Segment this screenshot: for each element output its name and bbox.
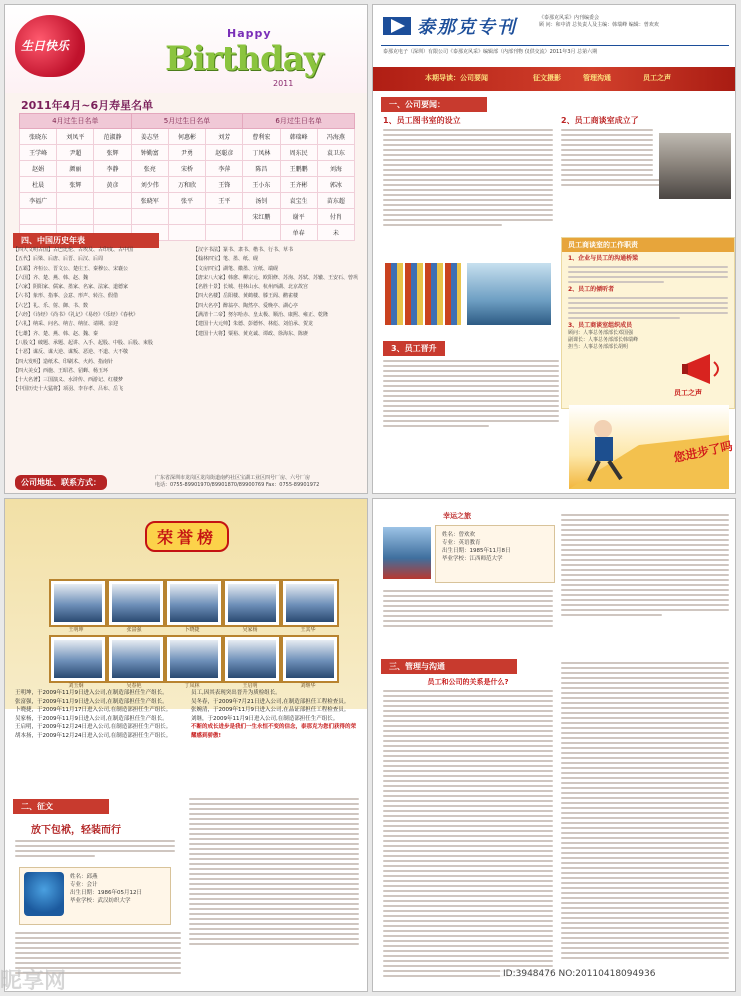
birthday-table-row [20,209,355,225]
address-line: 广东省深圳市龙岗区龙岗街道南约社区宝湖工业区四号厂房、六号厂房 [155,475,311,481]
honor-name-label: 吴春艳 [126,683,142,689]
consult-room-duties-box [561,237,735,409]
issue-guide-bar [373,67,736,91]
history-entry: 【六家】阴阳家、儒家、墨家、名家、法家、道德家 [13,284,129,291]
birthday-name-cell [94,209,131,225]
editor-list: 顾 问：和中清 总负责人及主编：韩瑞峰 编辑：曾欢欢 [539,22,659,28]
birthday-name-cell: 刘少伟 [131,177,168,193]
author-birth: 出生日期：1985年11月8日 [442,548,511,554]
management-body-left [383,677,553,980]
happy-text: Happy [227,27,272,40]
honor-photo [54,584,102,622]
birthday-name-cell: 张辉 [57,177,94,193]
duty-item: 2、员工的倾听者 [568,286,615,293]
member-line: 顾问：人事总务部部长邓国强 [568,330,634,336]
honor-photo [170,584,218,622]
essay-title: 放下包袱，轻装而行 [31,825,121,836]
birthday-name-cell: 王小东 [243,177,280,193]
honor-photo [112,584,160,622]
honor-name-label: 王其华 [300,627,316,633]
birthday-name-cell: 曹利宏 [243,129,280,145]
history-right-column [193,247,363,340]
june-header: 6月过生日名单 [243,114,355,129]
page-honor-roll [4,498,368,992]
birthday-name-cell: 丁凤林 [243,145,280,161]
may-header: 5月过生日名单 [131,114,243,129]
birthday-name-cell [206,225,243,241]
member-line: 副课长：人事总务部部长韩瑞峰 [568,337,639,343]
honor-name-label: 刘玉炯 [68,683,84,689]
article-title: 2、员工商谈室成立了 [561,116,639,125]
management-body-right [561,659,729,962]
history-entry: 【六艺】礼、乐、射、御、书、数 [13,302,89,309]
birthday-name-cell: 刘海 [317,161,354,177]
honor-photo-frame [107,635,165,683]
birthday-name-cell: 袁宝生 [280,193,317,209]
guide-item: 本期导读：公司要闻 [425,74,488,82]
history-entry: 【五霸】齐桓公、晋文公、楚庄王、秦穆公、宋襄公 [13,265,129,272]
page-birthday-history [4,4,368,494]
birthday-name-cell: 王学峰 [20,145,57,161]
history-entry: 【十大名著】三国演义、水浒传、西游记、红楼梦 [13,377,124,384]
birthday-name-cell: 未 [317,225,354,241]
honor-roll-title: 荣誉榜 [145,521,229,552]
birthday-name-cell: 张辉 [94,145,131,161]
history-entry: 【四大美女】西施、王昭君、貂蝉、杨玉环 [13,367,109,374]
birthday-name-cell: 黄彦 [94,177,131,193]
honor-line: 吴家杨，于2009年11月9日进入公司,在制造部担任生产组长。 [15,715,168,722]
birthday-name-cell: 苗东超 [317,193,354,209]
duty-item: 3、员工商谈室组织成员 [568,322,633,329]
honor-line: 张富强，于2009年11月9日进入公司,在制造部担任生产组长。 [15,698,168,705]
history-entry: 【七雄】齐、楚、燕、韩、赵、魏、秦 [13,330,99,337]
library-staff-photo [467,263,551,325]
birthday-name-cell [168,225,205,241]
contact-line: 电话：0755-89901970/89901870/89900769 Fax：0755-89901972 [155,482,320,488]
birthday-name-cell: 万和欣 [168,177,205,193]
company-logo-icon [383,17,411,35]
author-profile-card [435,525,555,583]
history-entry: 【六礼】纳采、问名、纳吉、纳征、请期、亲迎 [13,321,119,328]
honor-photo-frame [281,635,339,683]
birthday-name-cell: 袁卫东 [317,145,354,161]
history-entry: 【四大发明】造纸术、印刷术、火药、指南针 [13,358,114,365]
honor-name-label: 刘继华 [300,683,316,689]
birthday-name-cell: 王锋 [206,177,243,193]
honor-name-label: 丁凤林 [184,683,200,689]
birthday-name-cell: 王齐彬 [280,177,317,193]
megaphone-icon [680,350,728,390]
history-entry: 【翰林四宝】笔、墨、纸、砚 [193,256,259,263]
history-table [13,247,363,443]
birthday-name-cell: 颜丽 [57,161,94,177]
masthead-title: 泰那克专刊 [417,17,517,38]
site-watermark: 昵享网 [0,969,67,994]
birthday-name-cell: 姜志坚 [131,129,168,145]
birthday-name-cell: 王鹏鹏 [280,161,317,177]
duty-item: 1、企业与员工的沟通桥梁 [568,255,639,262]
story-body-right [561,511,729,619]
honor-photo-frame [165,579,223,627]
honor-photo-frame [223,635,281,683]
author-major: 专业：英语教育 [442,540,481,546]
history-entry: 【四大名楼】岳阳楼、黄鹤楼、滕王阁、鹳雀楼 [193,293,299,300]
honor-name-label: 吴家杨 [242,627,258,633]
author-profile-card [19,867,171,925]
author-birth: 出生日期：1986年05月12日 [70,890,142,896]
honor-line: 张婉清，于2009年11月9日进入公司,在品证部担任工程检查员。 [191,707,350,713]
birthday-name-cell: 汤钊 [243,193,280,209]
birthday-table-body [20,129,355,241]
birthday-name-cell: 何惠彬 [168,129,205,145]
birthday-name-cell: 赵聪彦 [206,145,243,161]
birthday-name-cell: 张亮 [131,161,168,177]
birthday-name-cell: 宋红鹏 [243,209,280,225]
birthday-year: 2011 [273,79,294,88]
honor-photo [112,640,160,678]
birthday-name-cell: 周东民 [280,145,317,161]
history-entry: 【文房四宝】湖笔、徽墨、宣纸、端砚 [193,265,279,272]
april-header: 4月过生日名单 [20,114,132,129]
history-entry: 【六经】《诗经》《尚书》《礼记》《易经》《乐经》《春秋》 [13,312,139,319]
birthday-name-cell: 刘芳 [206,129,243,145]
honor-name-label: 王明坤 [68,627,84,633]
history-entry: 【唐宋八大家】韩愈、柳宗元、欧阳修、苏洵、苏轼、苏辙、王安石、曾巩 [193,274,359,281]
birthday-name-cell: 钟勤富 [131,145,168,161]
birthday-title: Birthday [165,39,323,79]
company-news-title: 一、公司要闻： [381,97,487,112]
author-avatar [24,872,64,916]
birthday-table-row [20,177,355,193]
birthday-name-cell: 宋桥 [168,161,205,177]
history-section-title: 四、中国历史年表 [13,233,159,248]
image-id-mark: ID:3948476 NO:20110418094936 [500,968,658,980]
issue-info: 泰那克电子（深圳）有限公司《泰那克风采》编辑部（内部刊物 仅供交流）2011年3月 总第六期 [383,49,598,55]
birthday-name-cell: 范淑静 [94,129,131,145]
editorial-board: 《泰那克风采》内刊编委会 [539,15,600,21]
article-title: 1、员工图书室的设立 [383,116,461,125]
birthday-name-cell: 刘凤平 [57,129,94,145]
history-entry: 【八股文】破题、承题、起讲、入手、起股、中股、后股、束股 [13,339,154,346]
honor-photo-frame [49,635,107,683]
honor-photo-frame [107,579,165,627]
birthday-table-row [20,129,355,145]
honor-line: 吴冬春，于2009年7月21日进入公司,在制造部担任工程检查员。 [191,698,350,705]
history-entry: 【中国历史十大猛将】项羽、李存孝、吕布、岳飞 [13,386,124,393]
honor-closing-line: 不断的成长进步是我们一生永恒不变的信念，泰那克为您们获得的荣耀感到骄傲! [191,724,357,739]
employee-voice-badge: 员工之声 [674,389,702,397]
article-library [383,115,553,229]
birthday-name-cell: 李福广 [20,193,57,209]
history-entry: 【六书】象形、指事、会意、形声、转注、假借 [13,293,119,300]
history-entry: 【四大名亭】醉翁亭、陶然亭、爱晚亭、湖心亭 [193,302,299,309]
honor-line: 王明坤，于2009年11月9日进入公司,在制造部担任生产组长。 [15,690,168,696]
birthday-name-cell [20,209,57,225]
heart-text: 生日快乐 [21,39,70,53]
birthday-name-cell: 王平 [206,193,243,209]
honor-photo [228,584,276,622]
author-name: 姓名：邱燕 [70,874,98,880]
management-section-title: 三、管理与沟通 [381,659,517,674]
progress-slogan: 您进步了吗 [672,438,734,466]
page-management [372,498,736,992]
address-block [155,475,355,489]
birthday-table-header [20,114,355,129]
birthday-table-row [20,161,355,177]
author-photo [383,527,431,579]
birthday-name-cell: 郭冰 [317,177,354,193]
guide-item: 征文摄影 [533,74,561,82]
bookshelf-photo [385,263,461,325]
history-entry: 【建国十大将】粟裕、黄克诚、谭政、徐海东、陈赓 [193,330,309,337]
history-entry: 【名胜十景】长城、桂林山水、杭州西湖、北京故宫 [193,284,309,291]
promotion-text [383,357,559,430]
history-entry: 【六国】齐、楚、燕、韩、赵、魏 [13,274,89,281]
member-line: 担当：人事总务部部长胡明 [568,344,629,350]
birthday-list-title: 2011年4月~6月寿星名单 [21,99,154,112]
management-subtitle: 员工和公司的关系是什么? [427,678,509,686]
birthday-name-cell: 李静 [94,161,131,177]
birthday-name-cell: 李萍 [206,161,243,177]
essay-intro [15,837,175,860]
birthday-name-cell: 韩瑞峰 [280,129,317,145]
birthday-table [19,113,355,241]
honor-name-label: 卜晓捷 [184,627,200,633]
history-entry: 【五代】后梁、后唐、后晋、后汉、后周 [13,256,104,263]
honor-photo [286,640,334,678]
birthday-name-cell: 张晓东 [20,129,57,145]
birthday-name-cell [57,209,94,225]
birthday-name-cell [243,225,280,241]
story-title: 幸运之旅 [443,512,471,520]
author-name: 姓名：曾欢欢 [442,532,476,538]
honor-photo-frame [223,579,281,627]
honor-photo-frame [281,579,339,627]
honor-line: 员工,因其表现突出晋升为质检组长。 [191,690,281,696]
honor-photo-frame [49,579,107,627]
history-entry: 【十恶】谋反、谋大逆、谋叛、恶逆、不道、大不敬 [13,349,129,356]
birthday-name-cell: 付肖 [317,209,354,225]
birthday-name-cell: 单春 [280,225,317,241]
history-entry: 【汉字书法】篆书、隶书、楷书、行书、草书 [193,247,294,253]
honor-line: 王启明，于2009年12月24日进入公司,在制造部担任生产组长。 [15,724,172,730]
address-label: 公司地址、联系方式： [15,475,107,490]
story-body-left [383,587,553,630]
promotion-title: 3、员工晋升 [383,341,445,356]
honor-line: 卜晓捷，于2009年11月17日进入公司,在制造部担任生产组长。 [15,707,172,713]
birthday-name-cell [131,209,168,225]
birthday-name-cell: 杜晨 [20,177,57,193]
birthday-name-cell [206,209,243,225]
honor-photo [54,640,102,678]
essay-body-right [189,795,359,948]
author-school: 毕业学校：江西师范大学 [442,556,503,562]
birthday-name-cell [168,209,205,225]
page-company-news [372,4,736,494]
birthday-table-row [20,145,355,161]
birthday-name-cell: 陈昌 [243,161,280,177]
history-entry: 【四大文明古国】古巴比伦、古埃及、古印度、古中国 [13,247,134,253]
duties-title: 员工商谈室的工作职责 [562,238,734,252]
author-school: 毕业学校：武汉纺织大学 [70,898,131,904]
history-entry: 【满清十二帝】努尔哈赤、皇太极、顺治、康熙、雍正、乾隆 [193,312,329,319]
birthday-name-cell [57,193,94,209]
birthday-table-row [20,193,355,209]
birthday-name-cell: 尹勇 [168,145,205,161]
honor-name-label: 张富强 [126,627,142,633]
history-left-column [13,247,183,396]
essay-section-title: 二、征文 [13,799,109,814]
heart-icon [15,15,85,77]
birthday-name-cell: 赵娟 [20,161,57,177]
masthead-credits [539,15,729,29]
history-entry: 【建国十大元帅】朱德、彭德怀、林彪、刘伯承、贺龙 [193,321,314,328]
birthday-name-cell: 张晓军 [131,193,168,209]
guide-item: 管理沟通 [583,74,611,82]
consult-room-photo [659,133,731,199]
honor-photo [228,640,276,678]
birthday-name-cell [94,193,131,209]
birthday-name-cell: 张平 [168,193,205,209]
honor-photo [286,584,334,622]
honor-photo-frame [165,635,223,683]
birthday-name-cell: 尹超 [57,145,94,161]
guide-item: 员工之声 [643,74,671,82]
birthday-name-cell: 冯海燕 [317,129,354,145]
masthead-divider [381,45,729,46]
birthday-name-cell: 谢平 [280,209,317,225]
honor-line: 刘继，于2009年11月9日进入公司,在制造部担任生产组长。 [191,715,339,722]
honor-photo [170,640,218,678]
honor-line: 胡本扬，于2009年12月24日进入公司,在制造部担任生产组长。 [15,732,172,739]
honor-name-label: 王启明 [242,683,258,689]
author-major: 专业：会计 [70,882,98,888]
